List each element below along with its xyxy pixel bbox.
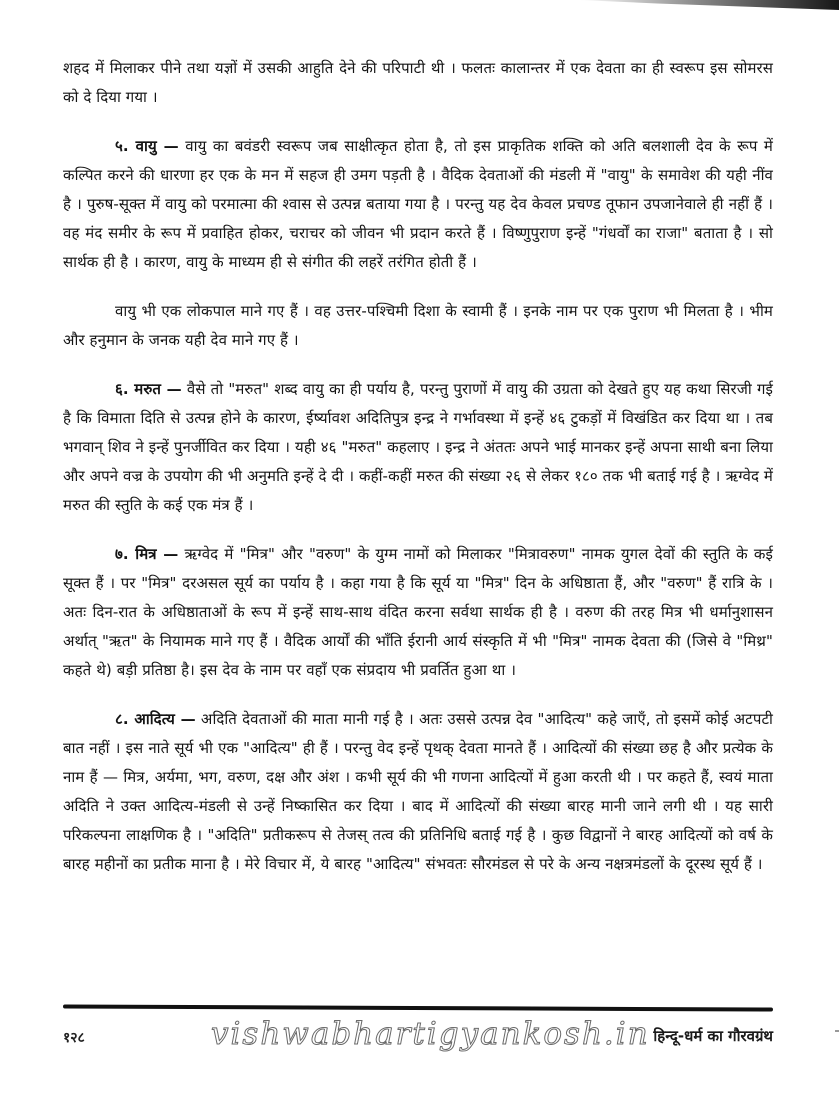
section-marut: [63, 375, 773, 520]
paragraph-text: ऋग्वेद में "मित्र" और "वरुण" के युग्म नामों को मिलाकर "मित्रावरुण" नामक युगल देवों की स्तुति के कई सूक्त हैं । पर "मित्र" दरअसल सूर्य का पर्याय है । कहा गया है कि सूर्य या "मित्र" दिन के अधिष्ठाता हैं, और "वरुण" हैं रात्रि के । अतः दिन-रात के अधिष्ठाताओं के रूप में इन्हें साथ-साथ वंदित करना सर्वथा सार्थक ही है । वरुण की तरह मित्र भी धर्मानुशासन अर्थात् "ऋत" के नियामक माने गए हैं । वैदिक आर्यों की भाँति ईरानी आर्य संस्कृति में भी "मित्र" नामक देवता की (जिसे वे "मिथ्र" कहते थे) बड़ी प्रतिष्ठा है। इस देव के नाम पर वहाँ एक संप्रदाय भी प्रवर्तित हुआ था ।: [63, 545, 774, 679]
section-heading-marut: ६. मरुत —: [115, 380, 182, 398]
running-book-title: हिन्दू-धर्म का गौरवग्रंथ: [653, 1027, 773, 1045]
paragraph-text: वायु का बवंडरी स्वरूप जब साक्षीत्कृत होता है, तो इस प्राकृतिक शक्ति को अति बलशाली देव के रूप में कल्पित करने की धारणा हर एक के मन में सहज ही उमग पड़ती है । वैदिक देवताओं की मंडली में "वायु" के समावेश की यही नींव है । पुरुष-सूक्त में वायु को परमात्मा की श्वास से उत्पन्न बताया गया है । परन्तु यह देव केवल प्रचण्ड तूफान उपजानेवाले ही नहीं हैं । वह मंद समीर के रूप में प्रवाहित होकर, चराचर को जीवन भी प्रदान करते हैं । विष्णुपुराण इन्हें "गंधर्वों का राजा" बताता है । सो सार्थक ही है । कारण, वायु के माध्यम ही से संगीत की लहरें तरंगित होती हैं ।: [63, 137, 773, 271]
paragraph-text: अदिति देवताओं की माता मानी गई है । अतः उससे उत्पन्न देव "आदित्य" कहे जाएँ, तो इसमें कोई अटपटी बात नहीं । इस नाते सूर्य भी एक "आदित्य" ही हैं । परन्तु वेद इन्हें पृथक् देवता मानते हैं । आदित्यों की संख्या छह है और प्रत्येक के नाम हैं — मित्र, अर्यमा, भग, वरुण, दक्ष और अंश । कभी सूर्य की भी गणना आदित्यों में हुआ करती थी । पर कहते हैं, स्वयं माता अदिति ने उक्त आदित्य-मंडली से उन्हें निष्कासित कर दिया । बाद में आदित्यों की संख्या बारह मानी जाने लगी थी । यह सारी परिकल्पना लाक्षणिक है । "अदिति" प्रतीकरूप से तेजस् तत्व की प्रतिनिधि बताई गई है । कुछ विद्वानों ने बारह आदित्यों को वर्ष के बारह महीनों का प्रतीक माना है । मेरे विचार में, ये बारह "आदित्य" संभवतः सौरमंडल से परे के अन्य नक्षत्रमंडलों के दूरस्थ सूर्य हैं ।: [63, 710, 773, 873]
page-number: १२८: [63, 1030, 85, 1046]
paragraph-text: वायु भी एक लोकपाल माने गए हैं । वह उत्तर-पश्चिमी दिशा के स्वामी हैं । इनके नाम पर एक पुराण भी मिलता है । भीम और हनुमान के जनक यही देव माने गए हैं ।: [63, 302, 773, 349]
paragraph-soma-continuation: [63, 54, 773, 112]
scan-edge-shadow: [579, 0, 839, 10]
page-footer: [63, 1016, 773, 1058]
page-body: [63, 54, 773, 879]
paragraph-vayu-lokpal: [63, 297, 773, 355]
section-aditya: [63, 705, 773, 879]
paragraph-text: वैसे तो "मरुत" शब्द वायु का ही पर्याय है, परन्तु पुराणों में वायु की उग्रता को देखते हुए यह कथा सिरजी गई है कि विमाता दिति से उत्पन्न होने के कारण, ईर्ष्यावश अदितिपुत्र इन्द्र ने गर्भावस्था में इन्हें ४६ टुकड़ों में विखंडित कर दिया था । तब भगवान् शिव ने इन्हें पुनर्जीवित कर दिया । यही ४६ "मरुत" कहलाए । इन्द्र ने अंततः अपने भाई मानकर इन्हें अपना साथी बना लिया और अपने वज्र के उपयोग की भी अनुमति इन्हें दे दी । कहीं-कहीं मरुत की संख्या २६ से लेकर १८० तक भी बताई गई है । ऋग्वेद में मरुत की स्तुति के कई एक मंत्र हैं ।: [63, 380, 773, 514]
paragraph-text: शहद में मिलाकर पीने तथा यज्ञों में उसकी आहुति देने की परिपाटी थी । फलतः कालान्तर में एक देवता का ही स्वरूप इस सोमरस को दे दिया गया ।: [63, 59, 773, 106]
section-heading-vayu: ५. वायु —: [115, 137, 179, 155]
section-mitra: [63, 540, 773, 685]
footer-divider: [63, 1004, 773, 1011]
section-heading-mitra: ७. मित्र —: [115, 545, 179, 563]
section-heading-aditya: ८. आदित्य —: [115, 710, 196, 728]
section-vayu: [63, 132, 773, 277]
scan-edge-mark: [835, 1030, 839, 1032]
watermark: vishwabhartigyankosh.in: [211, 1016, 650, 1052]
